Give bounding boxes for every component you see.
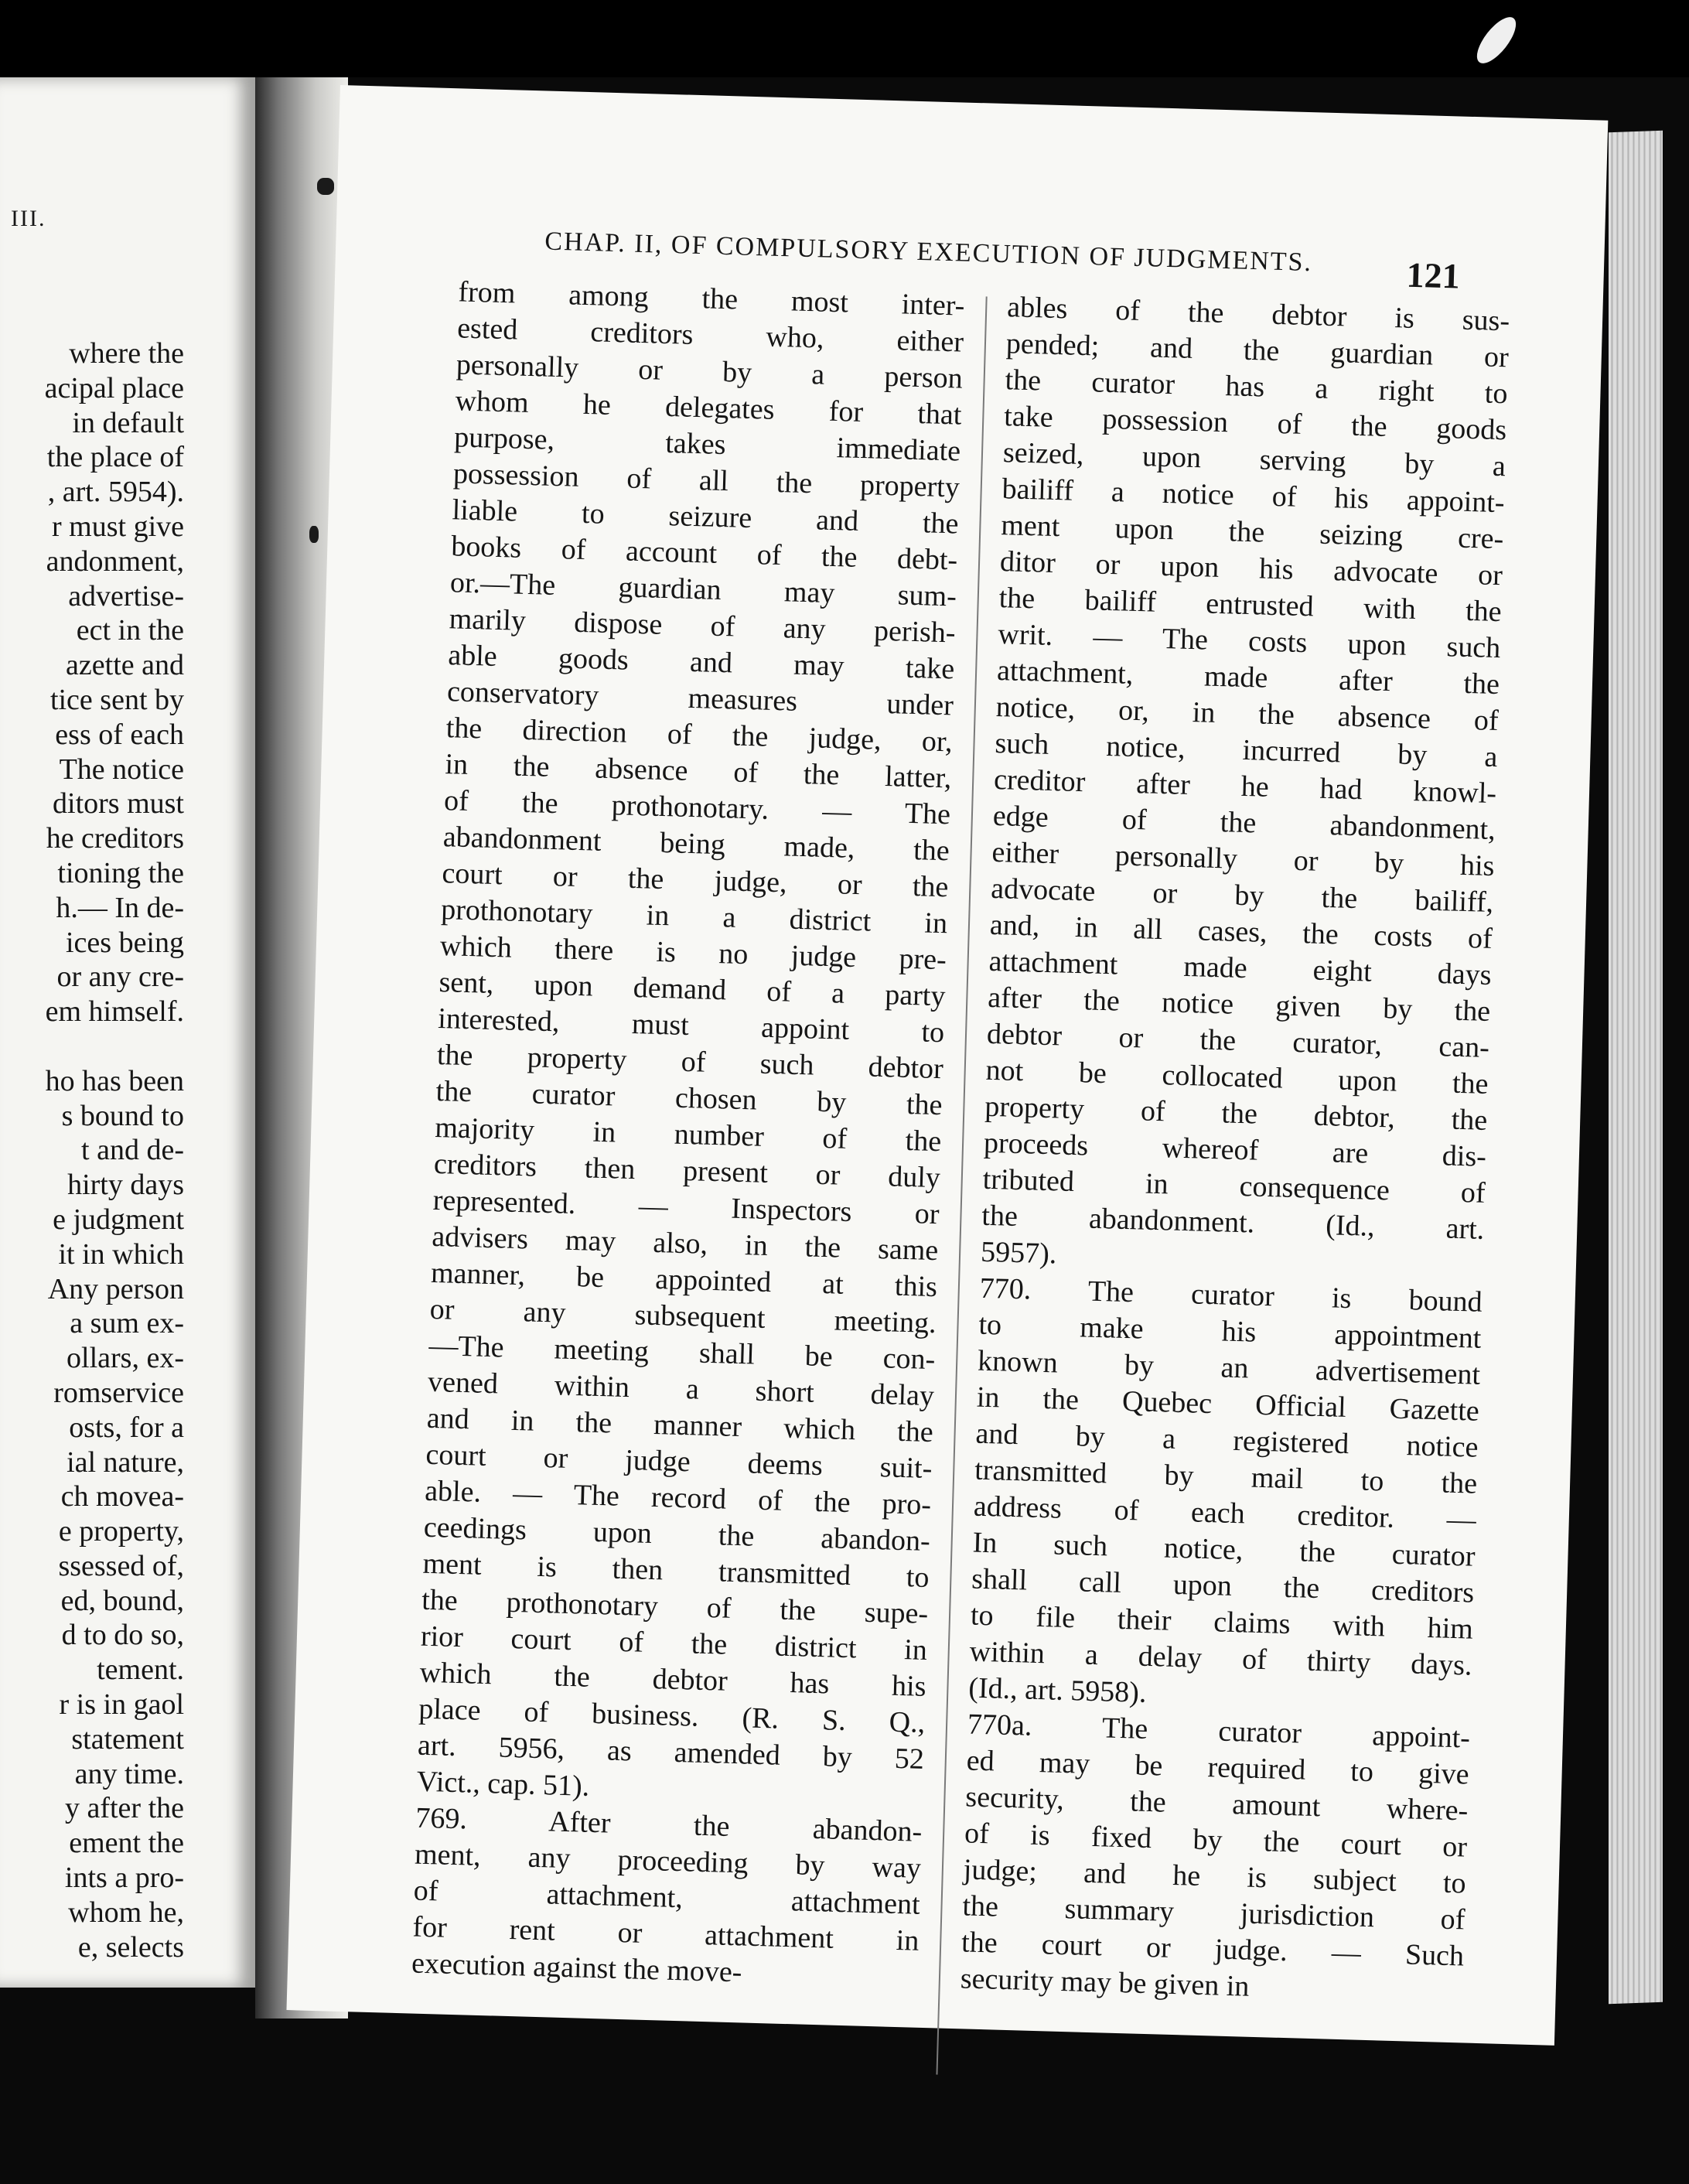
text-line: a sum ex- [70, 1307, 184, 1340]
text-line: majority in number of the [434, 1111, 942, 1159]
text-line: advocate or by the bailiff, [990, 872, 1494, 920]
text-line: to make his appointment [978, 1308, 1482, 1355]
ink-mark [309, 526, 319, 543]
text-line: in the absence of the latter, [444, 748, 952, 795]
text-line: 770. The curator is bound [979, 1271, 1483, 1319]
text-line: art. 5956, as amended by 52 [417, 1728, 925, 1776]
text-line: whom he delegates for that [455, 384, 962, 432]
text-line: sent, upon demand of a party [438, 966, 946, 1013]
text-line: not be collocated upon the [985, 1053, 1489, 1101]
text-line: Vict., cap. 51). [416, 1765, 590, 1803]
text-line: abandonment being made, the [442, 821, 950, 868]
text-line: tement. [97, 1653, 184, 1687]
text-line: ment upon the seizing cre- [1000, 509, 1504, 556]
text-line: em himself. [45, 995, 184, 1029]
text-line: rior court of the district in [420, 1619, 928, 1667]
text-line: s bound to [61, 1099, 184, 1132]
text-line: ints a pro- [64, 1862, 184, 1895]
text-line: whom he, [68, 1896, 184, 1929]
text-line: marily dispose of any perish- [449, 602, 957, 650]
page-block-edge [1609, 131, 1663, 2004]
text-line: osts, for a [69, 1411, 184, 1444]
text-line: court or the judge, or the [442, 857, 949, 904]
text-line: e judgment [53, 1203, 184, 1236]
text-line: able. — The record of the pro- [424, 1474, 932, 1522]
text-line: ho has been [45, 1064, 184, 1097]
text-line: creditor after he had knowl- [993, 763, 1497, 810]
text-line: of attachment, attachment [413, 1874, 921, 1921]
text-line: judge; and he is subject to [963, 1853, 1467, 1900]
text-line: pended; and the guardian or [1005, 327, 1510, 374]
text-line: place of business. (R. S. Q., [418, 1692, 926, 1739]
text-line: or any cre- [56, 961, 184, 994]
text-line: for rent or attachment in [411, 1910, 920, 1957]
text-line: ment is then transmitted to [422, 1547, 930, 1595]
text-line: in the Quebec Official Gazette [976, 1380, 1480, 1428]
text-line: edge of the abandonment, [992, 799, 1496, 847]
text-line: known by an advertisement [977, 1344, 1481, 1391]
text-line: able goods and may take [447, 639, 955, 686]
text-line: r must give [52, 510, 184, 543]
text-line: such notice, incurred by a [994, 726, 1498, 774]
text-line: writ. — The costs upon such [997, 618, 1501, 665]
text-line: purpose, takes immediate [453, 421, 961, 468]
text-line: ed may be required to give [966, 1744, 1470, 1791]
text-line: e property, [58, 1515, 184, 1548]
text-line: property of the debtor, the [984, 1090, 1488, 1137]
text-line: statement [71, 1722, 184, 1756]
page-number: 121 [1405, 254, 1461, 296]
text-line: execution against the move- [411, 1947, 743, 1989]
scan-border-top [0, 0, 1689, 77]
text-line: any time. [74, 1757, 184, 1790]
text-line: security may be given in [960, 1962, 1250, 2003]
text-line: manner, be appointed at this [430, 1256, 938, 1304]
text-line: of the prothonotary. — The [443, 784, 951, 831]
text-line: the court or judge. — Such [961, 1926, 1465, 1973]
text-line: ables of the debtor is sus- [1006, 291, 1510, 338]
left-page-text [0, 336, 184, 1964]
text-line: advisers may also, in the same [431, 1220, 939, 1268]
text-line: vened within a short delay [427, 1365, 935, 1413]
text-line: ditors must [53, 787, 184, 821]
text-line: attachment, made after the [996, 654, 1500, 701]
text-line: and by a registered notice [975, 1417, 1479, 1464]
left-page [0, 77, 255, 1988]
text-line: 769. After the abandon- [415, 1801, 923, 1848]
text-line: y after the [64, 1792, 184, 1825]
text-column-right [960, 289, 1510, 2011]
text-line: take possession of the goods [1003, 400, 1507, 447]
text-line: attachment made eight days [988, 944, 1493, 992]
text-line: ial nature, [67, 1445, 184, 1479]
text-line: andonment, [46, 544, 184, 578]
text-line: the place of [46, 441, 184, 474]
running-head: CHAP. II, OF COMPULSORY EXECUTION OF JUDGMENTS. [544, 227, 1313, 278]
text-line: 770a. The curator appoint- [967, 1708, 1471, 1755]
text-line: represented. — Inspectors or [432, 1183, 940, 1231]
text-line: court or judge deems suit- [425, 1438, 933, 1486]
text-line: ess of each [55, 718, 184, 751]
text-line: creditors then present or duly [433, 1147, 941, 1195]
text-line: proceeds whereof are dis- [983, 1126, 1487, 1173]
text-line: ement the [69, 1827, 184, 1860]
text-line: debtor or the curator, can- [986, 1017, 1490, 1064]
text-line: r is in gaol [59, 1688, 184, 1722]
text-line: either personally or by his [991, 835, 1495, 883]
text-line: the prothonotary of the supe- [421, 1583, 929, 1630]
text-line: conservatory measures under [446, 675, 954, 722]
text-line: of is fixed by the court or [964, 1817, 1468, 1864]
left-page-folio: III. [11, 206, 46, 231]
text-line: 5957). [980, 1235, 1057, 1271]
text-line: transmitted by mail to the [974, 1453, 1478, 1500]
text-line: hirty days [67, 1169, 184, 1202]
text-line: the direction of the judge, or, [445, 712, 954, 759]
text-line: or any subsequent meeting. [429, 1292, 937, 1340]
text-line: ssessed of, [58, 1549, 184, 1582]
text-line: seized, upon serving by a [1002, 436, 1506, 483]
ink-mark [317, 178, 334, 195]
text-line: d to do so, [61, 1619, 184, 1652]
text-line: security, the amount where- [964, 1780, 1469, 1827]
text-line: ect in the [76, 614, 184, 647]
text-line: address of each creditor. — [973, 1490, 1477, 1537]
text-line: ollars, ex- [67, 1342, 184, 1375]
text-line: and in the manner which the [426, 1401, 934, 1449]
text-line: ment, any proceeding by way [414, 1838, 922, 1885]
text-line: acipal place [44, 371, 184, 404]
text-line: the property of such debtor [436, 1038, 944, 1086]
text-line: within a delay of thirty days. [969, 1635, 1473, 1682]
text-line: t and de- [81, 1134, 184, 1167]
text-line: interested, must appoint to [437, 1002, 945, 1049]
text-line: azette and [66, 649, 184, 682]
text-line: —The meeting shall be con- [428, 1329, 936, 1377]
text-line: to file their claims with him [970, 1599, 1474, 1646]
text-line: h.— In de- [56, 891, 184, 924]
text-line: Any person [47, 1272, 184, 1305]
text-line: bailiff a notice of his appoint- [1001, 473, 1506, 520]
text-column-left [411, 274, 965, 1995]
text-line: ested creditors who, either [456, 312, 964, 359]
text-line: ed, bound, [60, 1584, 184, 1617]
text-line: the abandonment. (Id., art. [981, 1199, 1485, 1246]
text-line: books of account of the debt- [450, 530, 958, 577]
text-line: tice sent by [49, 683, 184, 716]
text-line: personally or by a person [456, 348, 964, 395]
text-line: after the notice given by the [987, 981, 1491, 1028]
text-line: tributed in consequence of [982, 1162, 1486, 1210]
text-line: (Id., art. 5958). [967, 1671, 1147, 1709]
text-line: ices being [65, 926, 184, 959]
text-line: where the [69, 337, 184, 370]
text-line: the curator has a right to [1005, 363, 1509, 411]
text-line: tioning the [57, 856, 184, 889]
right-page [286, 85, 1608, 2046]
text-line: prothonotary in a district in [440, 893, 948, 940]
text-line: which there is no judge pre- [439, 930, 947, 977]
text-line: possession of all the property [452, 457, 961, 504]
text-line: shall call upon the creditors [971, 1562, 1475, 1609]
text-line [0, 1029, 184, 1064]
text-line: the summary jurisdiction of [961, 1889, 1466, 1937]
text-line: e, selects [77, 1930, 184, 1964]
text-line: he creditors [46, 822, 184, 855]
text-line: The notice [59, 752, 184, 786]
text-line: advertise- [68, 579, 184, 613]
text-line: the curator chosen by the [435, 1074, 943, 1122]
text-line: notice, or, in the absence of [995, 690, 1500, 738]
text-line: liable to seizure and the [452, 493, 960, 541]
text-line: which the debtor has his [419, 1656, 927, 1703]
text-line: , art. 5954). [47, 476, 184, 509]
text-line: ceedings upon the abandon- [423, 1510, 931, 1558]
text-line: it in which [58, 1237, 184, 1271]
text-line: ch movea- [60, 1480, 184, 1513]
text-line: In such notice, the curator [972, 1526, 1476, 1573]
text-line: romservice [53, 1376, 184, 1409]
text-line: the bailiff entrusted with the [998, 582, 1503, 629]
text-line: or.—The guardian may sum- [449, 566, 957, 613]
text-line: in default [72, 406, 184, 439]
text-line: ditor or upon his advocate or [999, 545, 1503, 592]
text-line: and, in all cases, the costs of [989, 908, 1493, 956]
text-line: from among the most inter- [458, 275, 965, 322]
